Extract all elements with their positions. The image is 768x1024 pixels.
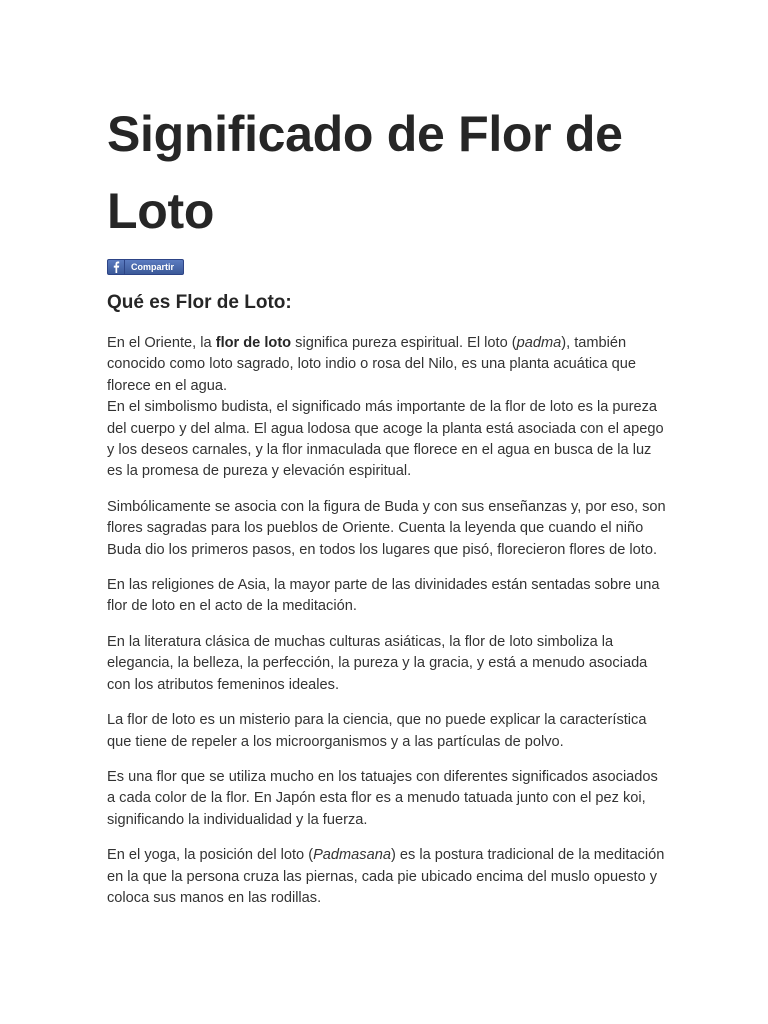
paragraph-7: Es una flor que se utiliza mucho en los tatuajes con diferentes significados asociados a cada color de la flor. En Japón esta flor es a menudo tatuada junto con el pez koi, significando la individualidad y la fuerza. (107, 768, 658, 828)
article-body (107, 333, 667, 909)
paragraph-1-text-a: En el Oriente, la (107, 335, 216, 351)
paragraph-8-text-b: ) es la postura tradicional de la meditación en la que la persona cruza las piernas, cada pie ubicado encima del muslo opuesto y coloca sus manos en las rodillas. (107, 847, 665, 906)
facebook-share-button[interactable] (107, 259, 184, 275)
facebook-icon (108, 260, 125, 274)
paragraph-1 (107, 333, 667, 397)
paragraph-1-bold: flor de loto (215, 335, 292, 351)
paragraph-5: En la literatura clásica de muchas culturas asiáticas, la flor de loto simboliza la elegancia, la belleza, la perfección, la pureza y la gracia, y está a menudo asociada con los atributos femeninos ideales. (107, 633, 648, 693)
paragraph-1-italic: padma (516, 335, 562, 351)
paragraph-2: En el simbolismo budista, el significado más importante de la flor de loto es la pureza del cuerpo y del alma. El agua lodosa que acoge la planta está asociada con el apego y los deseos carnales, y la flor inmaculada que florece en el agua en busca de la luz es la promesa de pureza y elevación espiritual. (107, 399, 664, 480)
share-label: Compartir (131, 262, 175, 272)
section-heading: Qué es Flor de Loto: (107, 292, 292, 313)
article (107, 96, 667, 923)
paragraph-1-text-c: ), también conocido como loto sagrado, loto indio o rosa del Nilo, es una planta acuática que florece en el agua. (107, 335, 636, 394)
paragraph-3: Simbólicamente se asocia con la figura de Buda y con sus enseñanzas y, por eso, son flores sagradas para los pueblos de Oriente. Cuenta la leyenda que cuando el niño Buda dio los primeros pasos, en todos los lugares que pisó, florecieron flores de loto. (107, 498, 666, 558)
paragraph-8-italic: Padmasana (313, 847, 391, 864)
paragraph-8-text-a: En el yoga, la posición del loto ( (107, 847, 314, 864)
paragraph-8 (107, 845, 667, 909)
paragraph-6: La flor de loto es un misterio para la ciencia, que no puede explicar la característica que tiene de repeler a los microorganismos y a las partículas de polvo. (107, 712, 647, 750)
paragraph-1-text-b: significa pureza espiritual. El loto ( (291, 335, 517, 351)
page-title: Significado de Flor de Loto (107, 106, 623, 239)
paragraph-4: En las religiones de Asia, la mayor parte de las divinidades están sentadas sobre una flor de loto en el acto de la meditación. (107, 577, 660, 615)
